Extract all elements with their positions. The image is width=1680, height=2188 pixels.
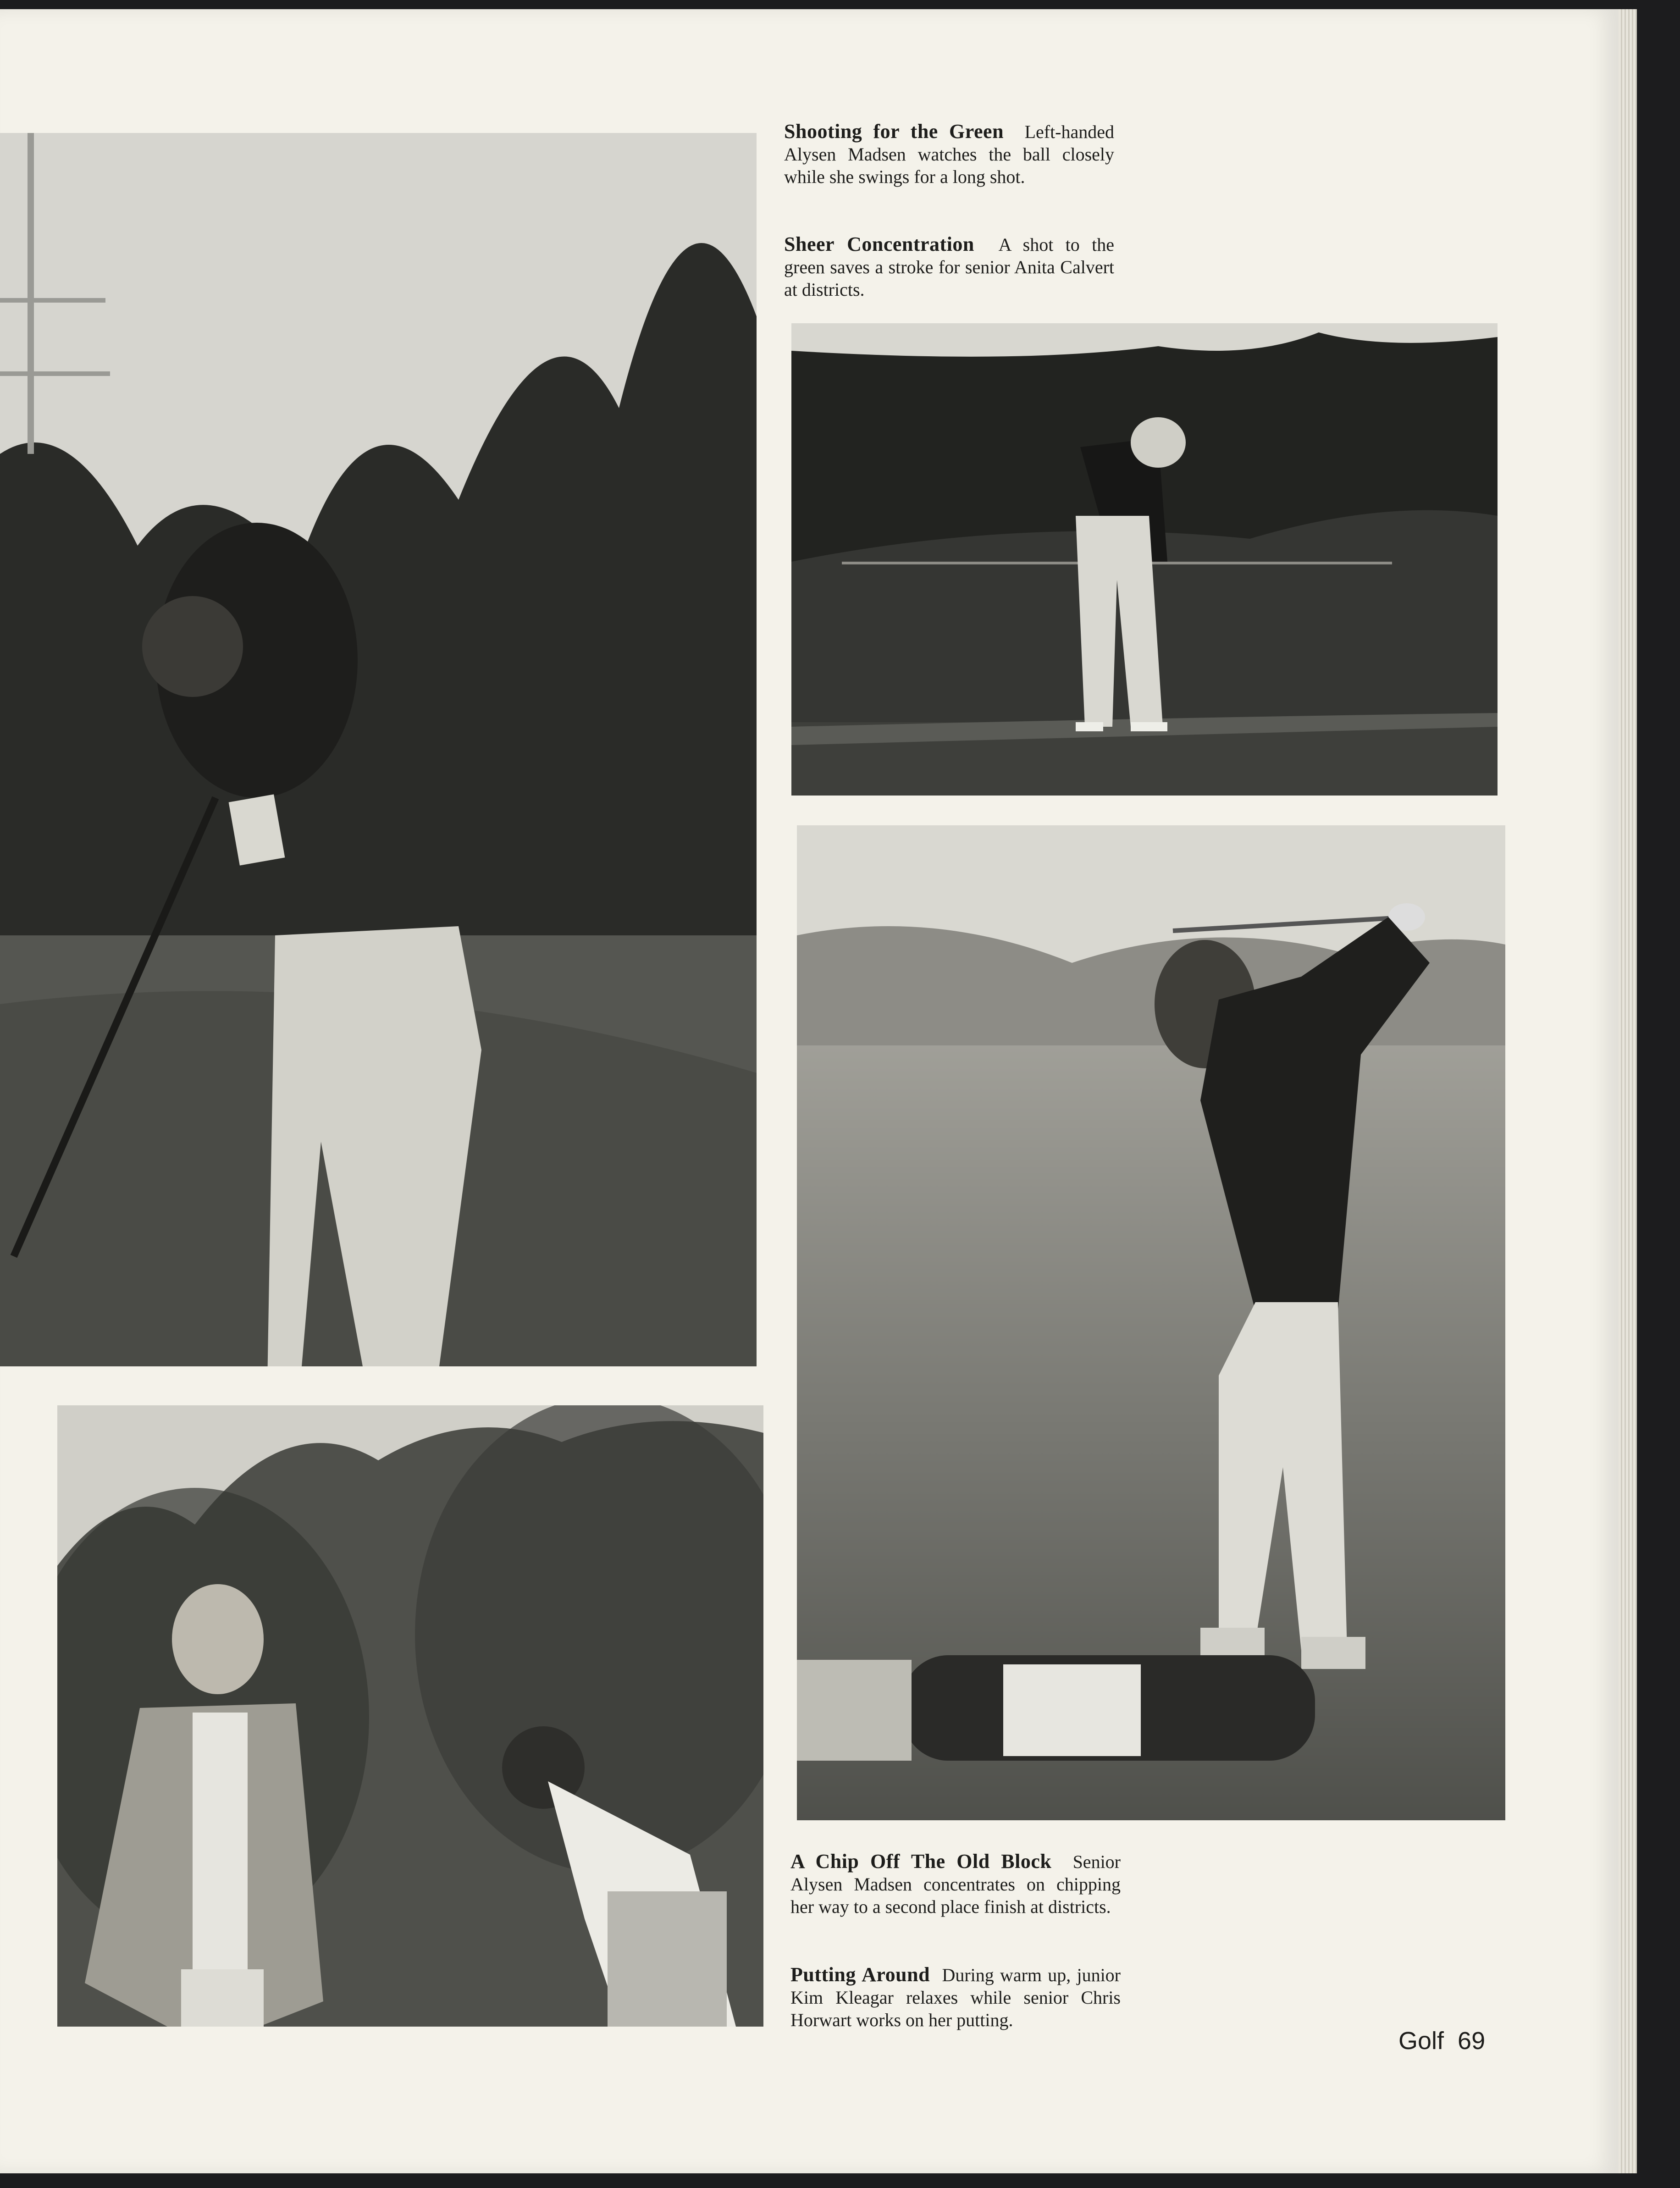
caption-title: Shooting for the Green	[784, 120, 1004, 143]
photo-golfer-backswing	[797, 825, 1505, 1820]
photo-golfer-follow-through	[791, 323, 1498, 796]
photo-golfers-putting	[57, 1405, 763, 2027]
caption-text: During warm up, junior Kim Kleagar relaxes while senior Chris Horwart works on her putting.	[790, 1965, 1121, 2030]
caption-text: A shot to the green saves a stroke for senior Anita Calvert at districts.	[784, 234, 1114, 300]
caption-sheer-concentration	[784, 233, 1114, 301]
caption-text: Senior Alysen Madsen concentrates on chipping her way to a second place finish at districts.	[790, 1851, 1121, 1917]
caption-text: Left-handed Alysen Madsen watches the ball closely while she swings for a long shot.	[784, 122, 1115, 187]
caption-title: A Chip Off The Old Block	[790, 1850, 1052, 1873]
folio-section: Golf	[1398, 2027, 1444, 2055]
page-edge	[1619, 9, 1637, 2173]
caption-putting-around	[790, 1963, 1121, 2031]
photo-golfer-addressing-ball	[0, 133, 757, 1366]
page-folio	[1398, 2027, 1499, 2055]
caption-title: Sheer Concentration	[784, 233, 974, 255]
caption-shooting-for-the-green	[784, 120, 1114, 188]
page-number: 69	[1458, 2027, 1486, 2055]
caption-title: Putting Around	[790, 1963, 930, 1986]
caption-chip-off-the-old-block	[790, 1850, 1121, 1918]
